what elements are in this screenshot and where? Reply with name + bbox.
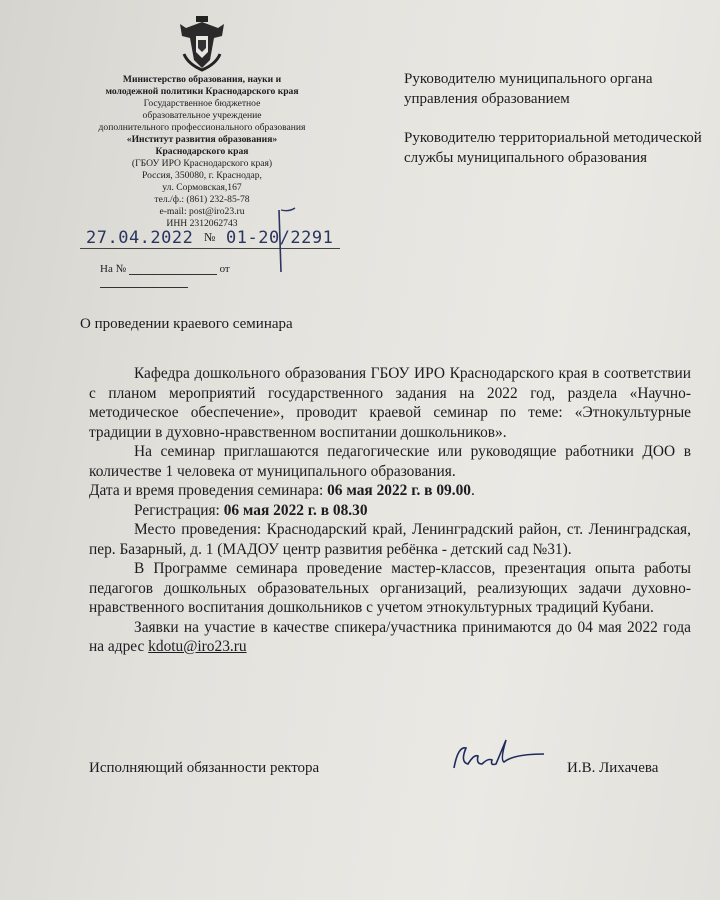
letterhead-line: молодежной политики Краснодарского края [105,86,299,97]
letterhead-line: Министерство образования, науки и [122,74,282,85]
letterhead-line: дополнительного профессионального образования [98,122,306,133]
number-sign: № [204,230,216,244]
email-link[interactable]: kdotu@iro23.ru [148,638,247,655]
body-paragraph: В Программе семинара проведение мастер-классов, презентация опыта работы педагогов дошкольных образовательных организаций, реализующих задачи духовно-нравственного воспитания дошкольников с учетом этнокультурных традиций Кубани. [89,560,691,616]
registration-label: Регистрация: [134,501,224,519]
body-paragraph-applications [89,618,691,657]
registration-date: 27.04.2022 [86,228,194,248]
applications-text: Заявки на участие в качестве спикера/участника принимаются до 04 мая 2022 года на адрес [89,618,691,655]
signatory-name: И.В. Лихачева [567,760,659,776]
letterhead-line: образовательное учреждение [142,110,262,121]
letterhead-line: тел./ф.: (861) 232-85-78 [154,194,250,205]
signatory-position: Исполняющий обязанности ректора [89,760,320,776]
reply-number-label: На № [100,263,127,275]
letterhead-line: «Институт развития образования» [126,134,278,145]
body-paragraph-registration [89,501,691,521]
coat-of-arms-icon [176,14,228,74]
letterhead-line: Краснодарского края [155,146,249,157]
reply-date-blank [100,275,188,288]
recipient-line: Руководителю муниципального органа управления образованием [404,71,653,107]
date-value: 06 мая 2022 г. в 09.00 [327,482,471,499]
date-end: . [470,482,475,499]
handwritten-signature [448,738,548,778]
body-paragraph-venue [89,520,691,559]
registration-number: 01-20/2291 [226,228,334,248]
letterhead-line: Россия, 350080, г. Краснодар, [142,170,262,181]
letterhead-line: Государственное бюджетное [143,98,261,109]
body-paragraph: Кафедра дошкольного образования ГБОУ ИРО Краснодарского края в соответствии с планом мероприятий государственного задания на 2022 год, раздела «Научно-методическое обеспечение», проводит краевой семинар по теме: «Этнокультурные традиции в духовно-нравственном воспитании дошкольников». [89,365,691,441]
venue-label: Место проведения: [134,521,267,538]
letter-body [89,364,691,657]
letterhead-line: ИНН 2312062743 [166,218,238,229]
reply-number-blank [129,262,217,275]
reply-reference [100,262,310,288]
body-paragraph-date [89,481,691,501]
reply-date-label: от [219,263,230,275]
letterhead-line: e-mail: post@iro23.ru [159,206,245,217]
letterhead-line: (ГБОУ ИРО Краснодарского края) [131,158,273,169]
recipient-line: Руководителю территориальной методической службы муниципального образования [404,130,702,166]
letter-subject: О проведении краевого семинара [80,316,293,332]
recipient-block [404,70,704,188]
body-paragraph: На семинар приглашаются педагогические или руководящие работники ДОО в количестве 1 человека от муниципального образования. [89,443,691,480]
venue-value: Краснодарский край, Ленинградский район, ст. Ленинградская, пер. Базарный, д. 1 (МАДОУ центр развития ребёнка - детский сад №31). [89,521,691,558]
date-label: Дата и время проведения семинара: [89,482,328,499]
letterhead-line: ул. Сормовская,167 [162,182,242,193]
registration-value: 06 мая 2022 г. в 08.30 [223,501,368,519]
